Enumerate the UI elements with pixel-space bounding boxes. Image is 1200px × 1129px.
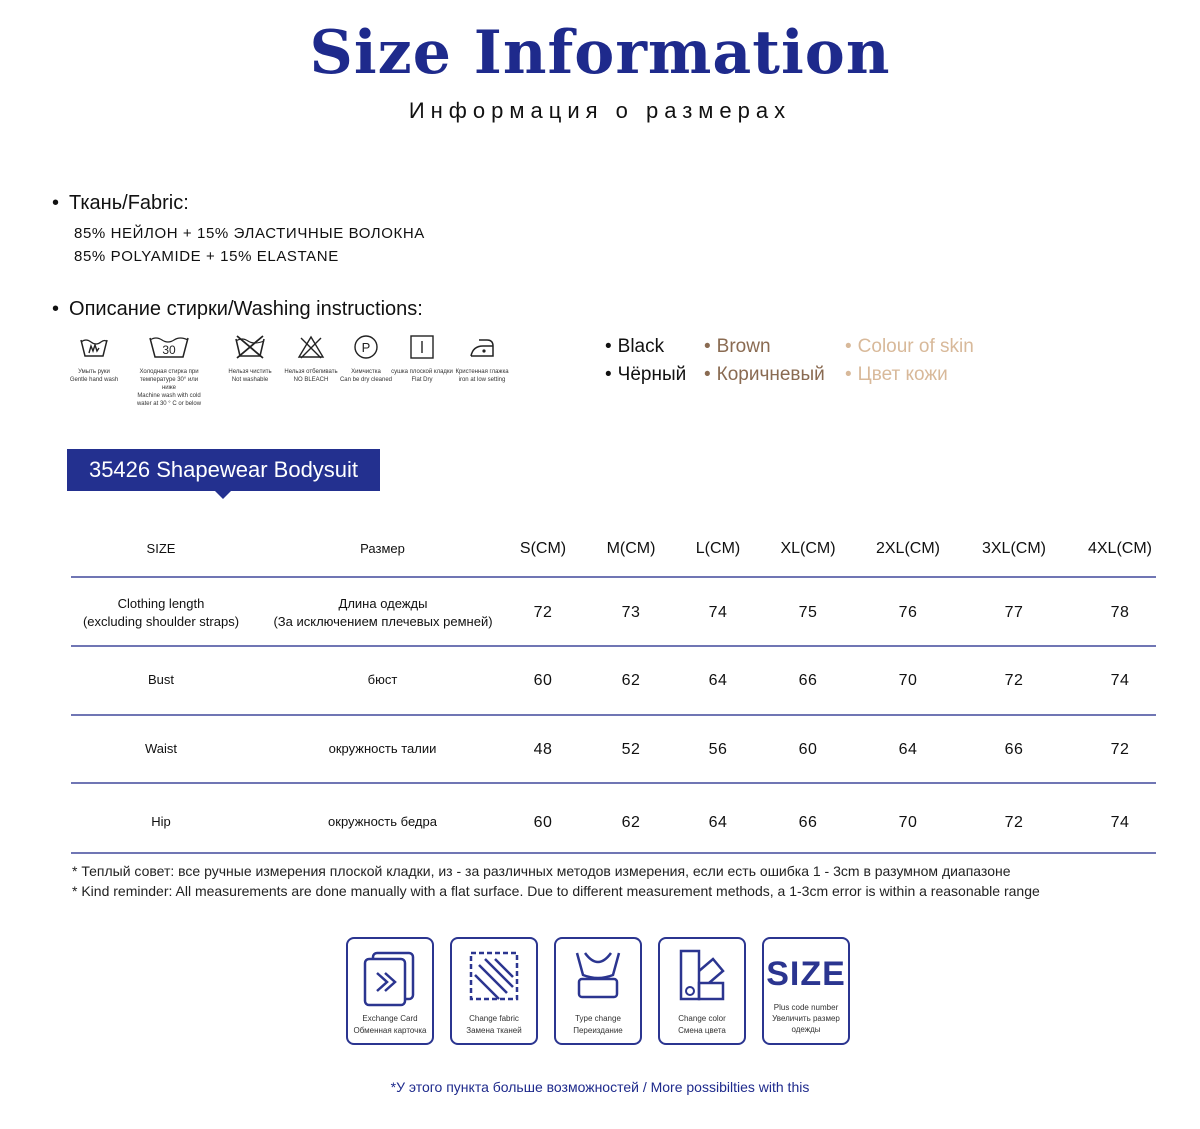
wash-dryclean-ru: Химчистка	[351, 369, 381, 375]
wash-dryclean-en: Can be dry cleaned	[339, 377, 393, 383]
table-rule	[71, 782, 1156, 784]
note-ru: * Теплый совет: все ручные измерения плоской кладки, из - за различных методов измерения, если есть ошибка 1 - 3cm в разумном диапазоне	[72, 863, 1011, 879]
color-brown-ru: • Коричневый	[704, 364, 825, 385]
table-cell: 75	[798, 604, 818, 621]
change-color-en: Change color	[678, 1014, 726, 1023]
type-change-en: Type change	[575, 1014, 621, 1023]
table-header-3xl: 3XL(CM)	[981, 540, 1046, 557]
row-waist-en: Waist	[144, 741, 178, 756]
washing-heading: • Описание стирки/Washing instructions:	[52, 298, 423, 321]
product-tag-pointer	[215, 491, 231, 499]
exchange-card-en: Exchange Card	[362, 1014, 418, 1023]
color-skin-ru: • Цвет кожи	[845, 364, 948, 385]
change-fabric-en: Change fabric	[469, 1014, 519, 1023]
row-length-ru: Длина одежды (За исключением плечевых ремней)	[273, 596, 493, 629]
table-cell: 78	[1110, 604, 1130, 621]
hand-wash-icon	[79, 334, 109, 360]
bra-type-icon	[563, 945, 633, 1007]
table-rule	[71, 645, 1156, 647]
table-cell: 76	[898, 604, 918, 621]
color-black-en: • Black	[605, 336, 665, 357]
table-rule	[71, 852, 1156, 854]
row-bust-en: Bust	[147, 672, 174, 687]
wash-flatdry-en: Flat Dry	[411, 377, 433, 383]
table-cell: 56	[708, 741, 728, 758]
service-card-size	[762, 937, 850, 1045]
table-cell: 60	[798, 741, 818, 758]
change-fabric-ru: Замена тканей	[466, 1026, 522, 1035]
no-wash-icon	[233, 334, 267, 360]
table-cell: 72	[1004, 672, 1024, 689]
table-cell: 74	[1110, 672, 1130, 689]
row-bust-ru: бюст	[367, 672, 398, 687]
table-header-xl: XL(CM)	[780, 540, 836, 557]
note-en: * Kind reminder: All measurements are done manually with a flat surface. Due to different measurement methods, a 1-3cm error is within a reasonable range	[72, 883, 1040, 899]
dry-clean-icon	[352, 334, 380, 360]
table-cell: 60	[533, 672, 553, 689]
change-color-ru: Смена цвета	[678, 1026, 726, 1035]
flat-dry-icon	[409, 334, 435, 360]
table-cell: 62	[621, 672, 641, 689]
wash-item-no-wash	[215, 334, 285, 384]
wash-machine-ru: Холодная стирка при температуре 30° или ниже	[139, 369, 199, 391]
machine-wash-30-icon	[147, 334, 191, 360]
service-card-fabric	[450, 937, 538, 1045]
table-header-l: L(CM)	[695, 540, 741, 557]
wash-nowash-en: Not washable	[231, 377, 269, 383]
table-header-2xl: 2XL(CM)	[875, 540, 940, 557]
wash-machine-en: Machine wash with cold water at 30 ° C or below	[136, 393, 202, 407]
dry-clean-letter: P	[361, 340, 371, 355]
table-cell: 52	[621, 741, 641, 758]
table-cell: 60	[533, 814, 553, 831]
wash-nobleach-en: NO BLEACH	[293, 377, 329, 383]
size-icon: SIZE	[766, 955, 846, 993]
table-header-m: M(CM)	[606, 540, 656, 557]
table-header-4xl: 4XL(CM)	[1087, 540, 1152, 557]
table-cell: 70	[898, 814, 918, 831]
table-rule	[71, 576, 1156, 578]
table-cell: 72	[1110, 741, 1130, 758]
table-cell: 74	[708, 604, 728, 621]
row-length-en: Clothing length (excluding shoulder straps)	[82, 596, 240, 629]
fabric-icon	[459, 945, 529, 1007]
service-card-color	[658, 937, 746, 1045]
table-cell: 64	[708, 672, 728, 689]
color-black-ru: • Чёрный	[605, 364, 687, 385]
table-cell: 48	[533, 741, 553, 758]
fabric-line-ru: 85% НЕЙЛОН + 15% ЭЛАСТИЧНЫЕ ВОЛОКНА	[74, 225, 425, 242]
table-cell: 66	[798, 814, 818, 831]
table-cell: 74	[1110, 814, 1130, 831]
table-cell: 66	[1004, 741, 1024, 758]
wash-hand-en: Gentle hand wash	[69, 377, 119, 383]
row-hip-en: Hip	[151, 814, 171, 829]
table-cell: 66	[798, 672, 818, 689]
page-title: Size Information	[309, 18, 891, 88]
wash-nobleach-ru: Нельзя отбеливать	[284, 369, 338, 375]
table-rule	[71, 714, 1156, 716]
wash-iron-ru: Кристенная глажка	[455, 369, 509, 375]
wash-item-iron	[447, 334, 517, 384]
page-subtitle: Информация о размерах	[408, 98, 792, 123]
table-cell: 77	[1004, 604, 1024, 621]
table-cell: 64	[898, 741, 918, 758]
type-change-ru: Переиздание	[573, 1026, 623, 1035]
product-tag: 35426 Shapewear Bodysuit	[67, 449, 380, 491]
wash-hand-ru: Умыть руки	[78, 369, 110, 375]
row-waist-ru: окружность талии	[328, 741, 437, 756]
service-card-type	[554, 937, 642, 1045]
fabric-heading: • Ткань/Fabric:	[52, 192, 189, 215]
exchange-card-icon	[355, 945, 425, 1007]
wash-item-hand	[59, 334, 129, 384]
service-card-exchange	[346, 937, 434, 1045]
color-skin-en: • Colour of skin	[845, 336, 974, 357]
size-plus-en: Plus code number	[773, 1003, 839, 1012]
wash-flatdry-ru: сушка плоской кладки	[391, 369, 453, 375]
table-cell: 70	[898, 672, 918, 689]
table-cell: 62	[621, 814, 641, 831]
iron-low-icon	[467, 334, 497, 360]
table-header-s: S(CM)	[519, 540, 567, 557]
fabric-line-en: 85% POLYAMIDE + 15% ELASTANE	[74, 248, 339, 265]
wash-nowash-ru: Нельзя чистить	[228, 369, 272, 375]
table-header-razmer: Размер	[360, 541, 405, 556]
table-header-size: SIZE	[146, 541, 176, 556]
table-cell: 72	[533, 604, 553, 621]
table-cell: 73	[621, 604, 641, 621]
table-cell: 72	[1004, 814, 1024, 831]
no-bleach-icon	[296, 334, 326, 360]
row-hip-ru: окружность бедра	[328, 814, 437, 829]
table-cell: 64	[708, 814, 728, 831]
wash-iron-en: iron at low setting	[458, 377, 506, 383]
color-brown-en: • Brown	[704, 336, 771, 357]
exchange-card-ru: Обменная карточка	[353, 1026, 427, 1035]
footer-note: *У этого пункта больше возможностей / More possibilties with this	[390, 1079, 810, 1095]
wash-temp-label: 30	[162, 343, 176, 357]
color-swatch-icon	[667, 945, 737, 1007]
size-plus-ru: Увеличить размер одежды	[772, 1014, 840, 1034]
wash-item-machine	[134, 334, 204, 408]
